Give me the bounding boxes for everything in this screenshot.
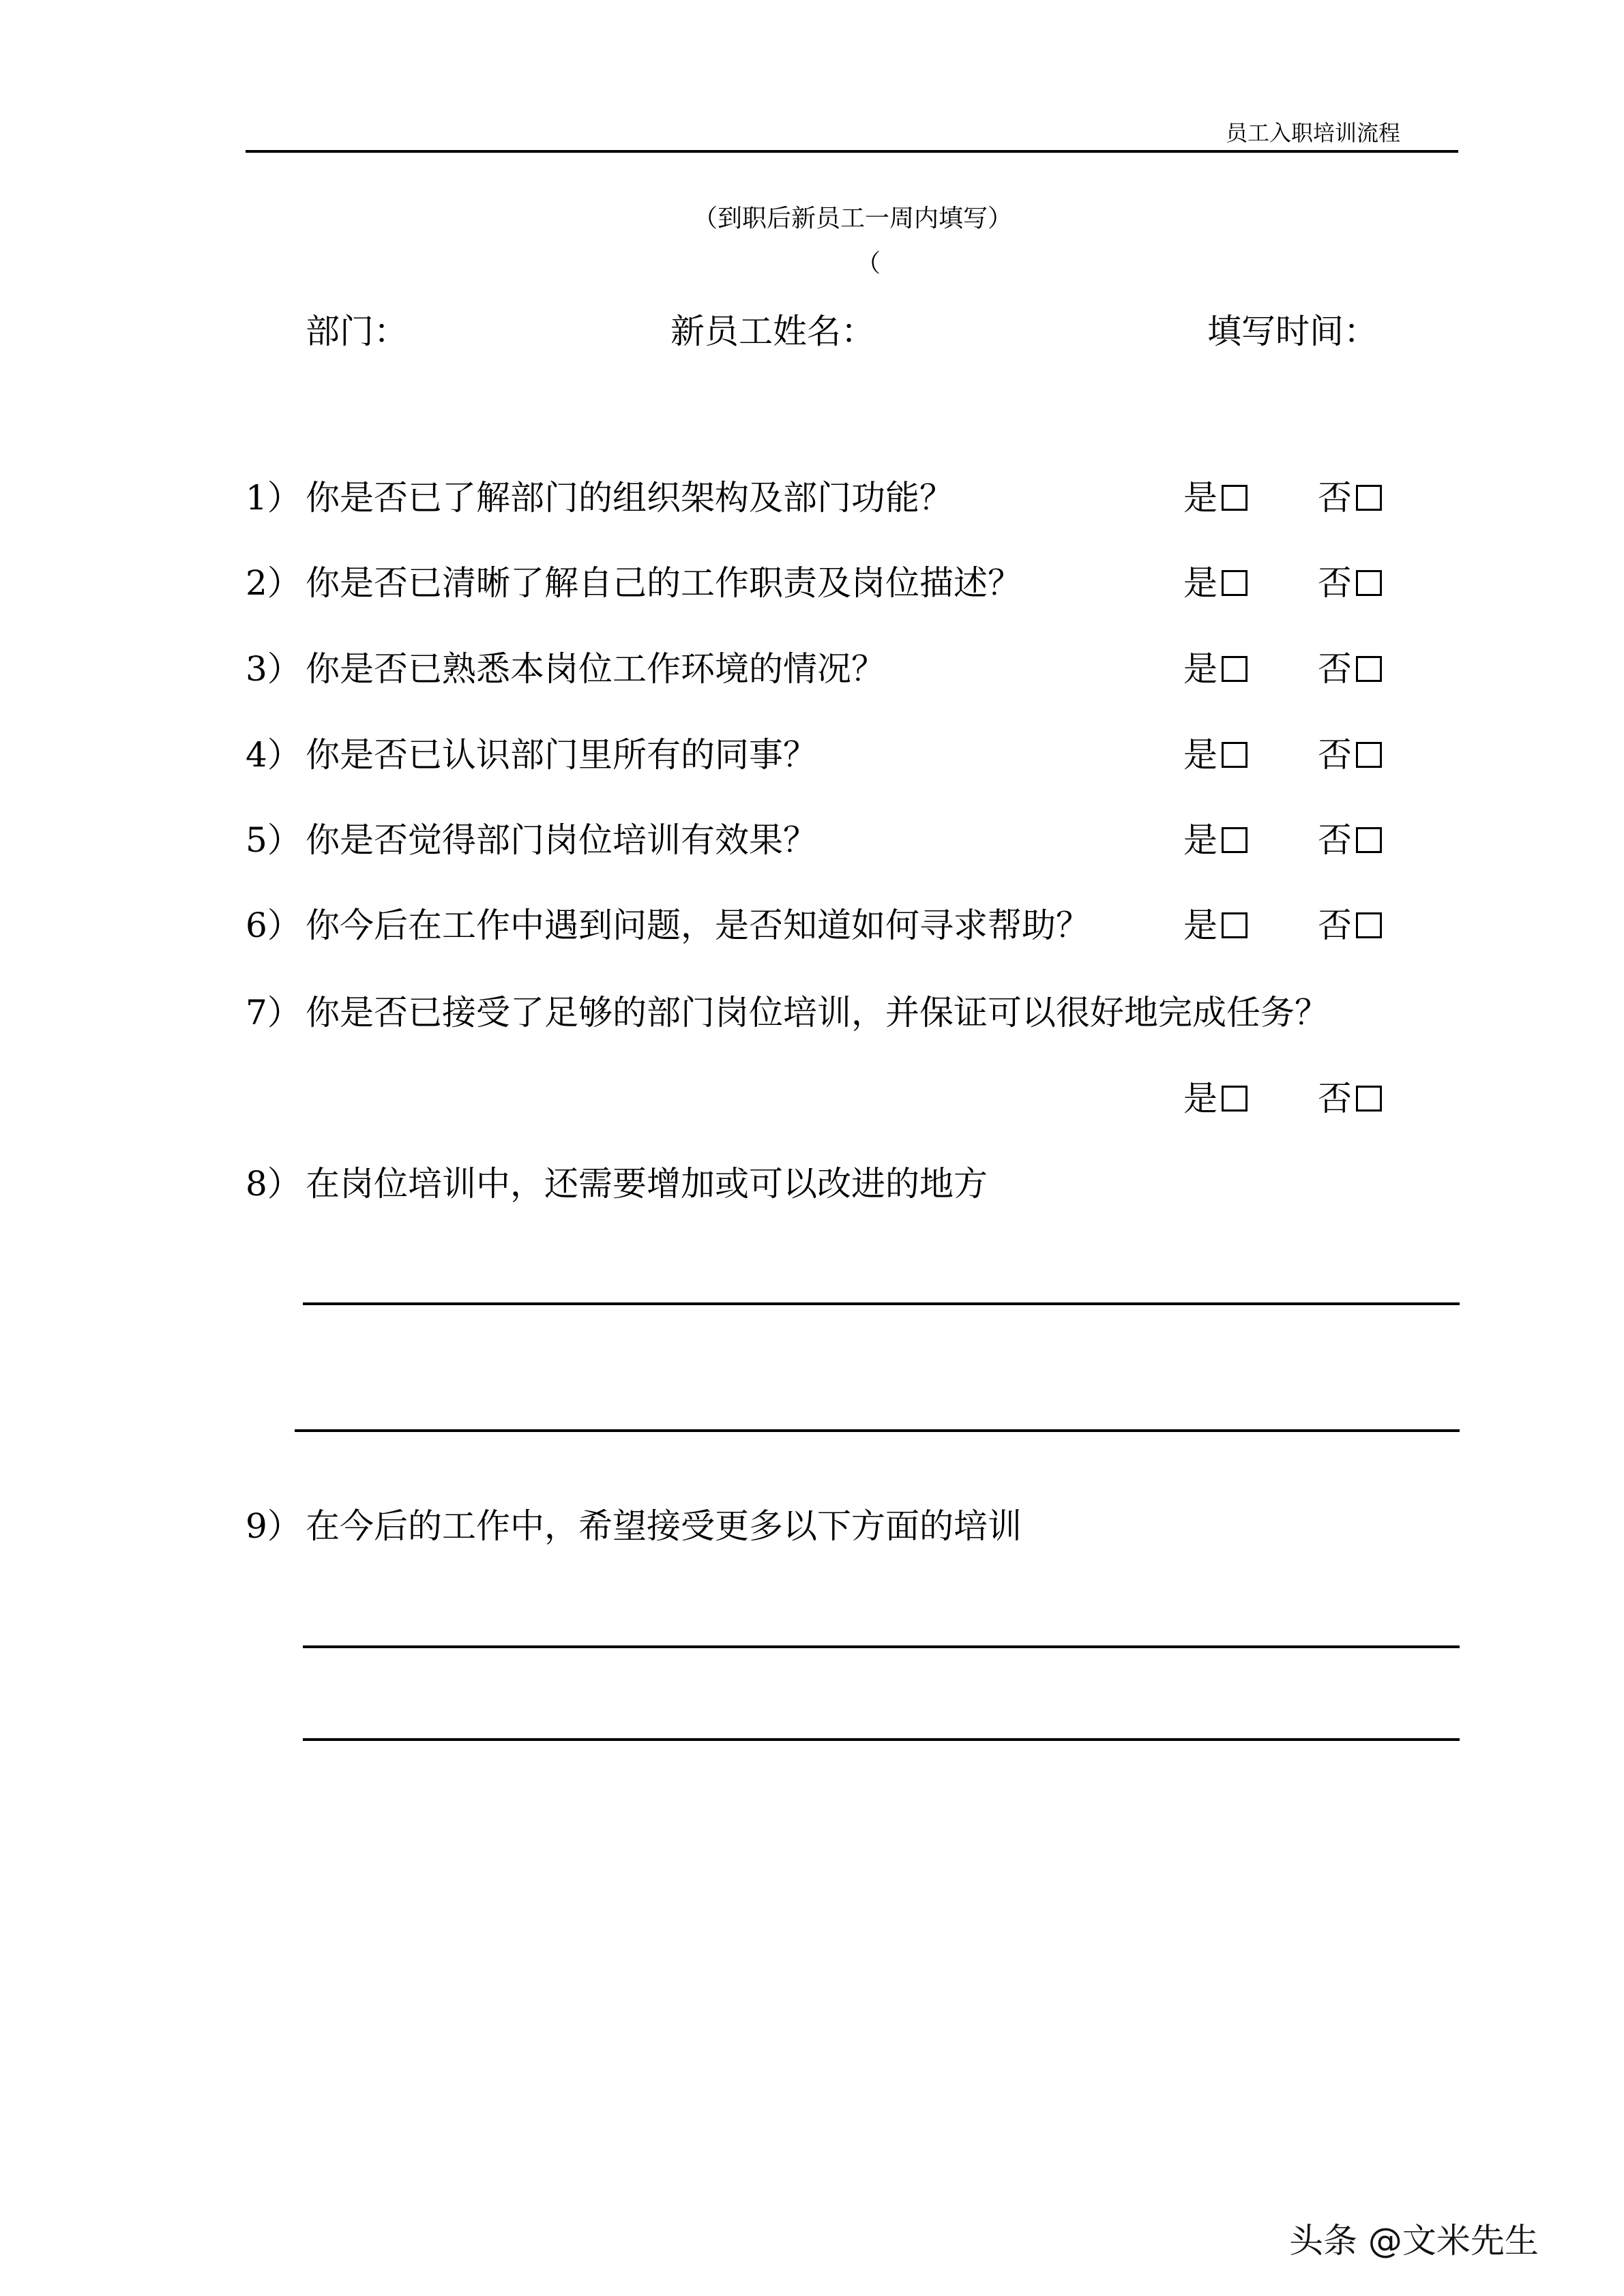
question-6	[246, 905, 1090, 946]
no-label: 否	[1318, 563, 1352, 603]
question-number: 8）	[246, 1164, 301, 1204]
answer-no-6[interactable]	[1318, 905, 1382, 946]
question-text: 你是否已了解部门的组织架构及部门功能？	[306, 478, 954, 518]
checkbox-icon[interactable]	[1356, 656, 1382, 682]
no-label: 否	[1318, 820, 1352, 860]
form-subtitle: （到职后新员工一周内填写）	[692, 205, 1012, 233]
checkbox-icon[interactable]	[1356, 570, 1382, 596]
checkbox-icon[interactable]	[1356, 827, 1382, 853]
answer-no-1[interactable]	[1318, 477, 1382, 518]
no-label: 否	[1318, 735, 1352, 775]
answer-yes-3[interactable]	[1183, 648, 1247, 689]
question-text: 你是否觉得部门岗位培训有效果？	[306, 820, 817, 860]
question-text: 你今后在工作中遇到问题，是否知道如何寻求帮助？	[306, 906, 1090, 945]
question-number: 2）	[246, 563, 301, 603]
question-number: 4）	[246, 735, 301, 775]
checkbox-icon[interactable]	[1356, 912, 1382, 938]
question-3	[246, 648, 885, 689]
answer-line-8a[interactable]	[303, 1302, 1460, 1305]
yes-label: 是	[1183, 820, 1217, 860]
answer-line-8b[interactable]	[295, 1429, 1460, 1432]
checkbox-icon[interactable]	[1222, 742, 1247, 768]
yes-label: 是	[1183, 478, 1217, 518]
answer-yes-7[interactable]	[1183, 1078, 1247, 1119]
header-title: 员工入职培训流程	[1225, 120, 1400, 146]
answer-yes-4[interactable]	[1183, 734, 1247, 775]
yes-label: 是	[1183, 649, 1217, 689]
answer-line-9a[interactable]	[303, 1645, 1460, 1648]
answer-yes-1[interactable]	[1183, 477, 1247, 518]
question-number: 3）	[246, 649, 301, 689]
checkbox-icon[interactable]	[1222, 570, 1247, 596]
watermark: 头条 @文米先生	[1289, 2221, 1539, 2261]
question-2	[246, 563, 1022, 603]
question-number: 7）	[246, 993, 301, 1032]
checkbox-icon[interactable]	[1222, 656, 1247, 682]
question-number: 1）	[246, 478, 301, 518]
answer-no-7[interactable]	[1318, 1078, 1382, 1119]
yes-label: 是	[1183, 563, 1217, 603]
answer-no-5[interactable]	[1318, 820, 1382, 861]
answer-line-9b[interactable]	[303, 1738, 1460, 1741]
fill-date-label: 填写时间：	[1207, 312, 1378, 351]
checkbox-icon[interactable]	[1222, 1086, 1247, 1112]
question-9	[246, 1506, 1022, 1547]
answer-yes-5[interactable]	[1183, 820, 1247, 861]
yes-label: 是	[1183, 1079, 1217, 1118]
stray-parenthesis: （	[856, 250, 881, 278]
question-number: 5）	[246, 820, 301, 860]
answer-yes-6[interactable]	[1183, 905, 1247, 946]
answer-no-2[interactable]	[1318, 563, 1382, 603]
question-text: 在今后的工作中，希望接受更多以下方面的培训	[306, 1506, 1022, 1546]
question-text: 在岗位培训中，还需要增加或可以改进的地方	[306, 1164, 988, 1204]
yes-label: 是	[1183, 906, 1217, 945]
question-number: 9）	[246, 1506, 301, 1546]
question-text: 你是否已认识部门里所有的同事？	[306, 735, 817, 775]
answer-no-3[interactable]	[1318, 648, 1382, 689]
checkbox-icon[interactable]	[1356, 742, 1382, 768]
question-number: 6）	[246, 906, 301, 945]
question-text: 你是否已接受了足够的部门岗位培训，并保证可以很好地完成任务？	[306, 993, 1329, 1032]
question-7	[246, 992, 1329, 1033]
checkbox-icon[interactable]	[1222, 827, 1247, 853]
answer-yes-2[interactable]	[1183, 563, 1247, 603]
checkbox-icon[interactable]	[1222, 485, 1247, 511]
checkbox-icon[interactable]	[1356, 1086, 1382, 1112]
question-text: 你是否已清晰了解自己的工作职责及岗位描述？	[306, 563, 1022, 603]
question-4	[246, 734, 817, 775]
department-label: 部门：	[306, 312, 408, 351]
question-5	[246, 820, 817, 861]
answer-no-4[interactable]	[1318, 734, 1382, 775]
no-label: 否	[1318, 478, 1352, 518]
no-label: 否	[1318, 906, 1352, 945]
question-8	[246, 1163, 988, 1204]
header-divider	[246, 150, 1458, 153]
checkbox-icon[interactable]	[1222, 912, 1247, 938]
employee-name-label: 新员工姓名：	[670, 312, 875, 351]
no-label: 否	[1318, 1079, 1352, 1118]
checkbox-icon[interactable]	[1356, 485, 1382, 511]
yes-label: 是	[1183, 735, 1217, 775]
no-label: 否	[1318, 649, 1352, 689]
question-1	[246, 477, 954, 518]
question-text: 你是否已熟悉本岗位工作环境的情况？	[306, 649, 885, 689]
